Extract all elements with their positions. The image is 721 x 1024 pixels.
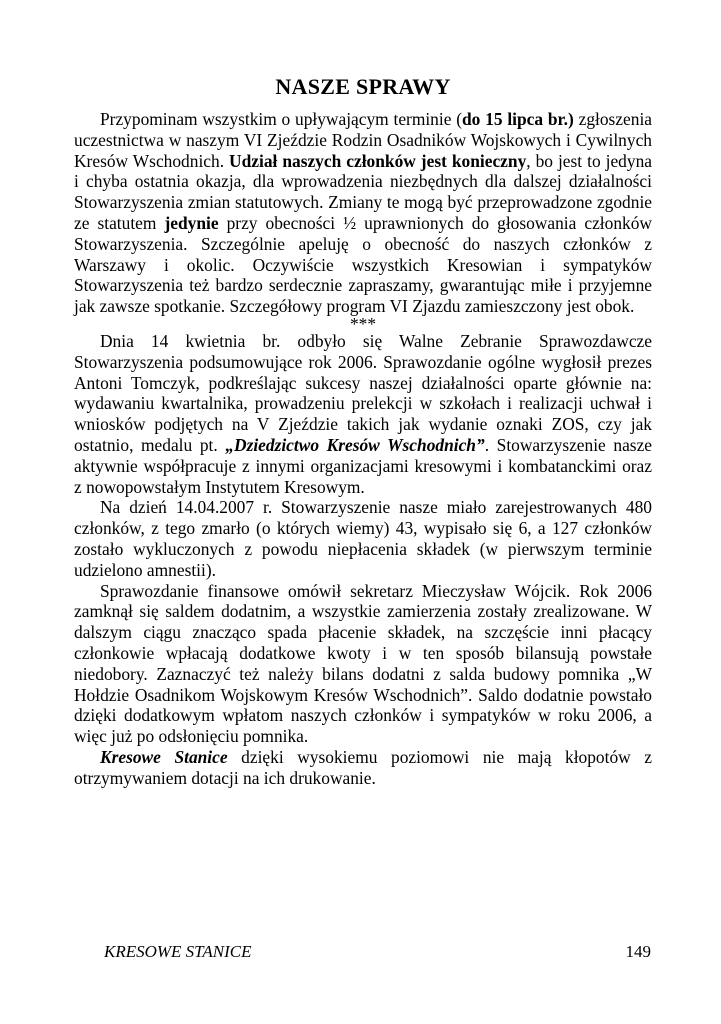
footer-page-number: 149 xyxy=(625,942,651,961)
text-segment: „Dziedzictwo Kresów Wschodnich” xyxy=(225,434,485,455)
text-segment: Sprawozdanie finansowe omówił sekretarz Mieczysław Wójcik. Rok 2006 zamknął się saldem dodatnim, a wszystkie zamierzenia zostały zrealizowane. W dalszym ciągu znacząco spada płacenie składek, na szczęście inni płacący członkowie wpłacają dodatkowe kwoty i w ten sposób bilansują powstałe niedobory. Zaznaczyć też należy bilans dodatni z salda budowy pomnika „W Hołdzie Osadnikom Wojskowym Kresów Wschodnich”. Saldo dodatnie powstało dzięki dodatkowym wpłatom naszych członków i sympatyków w roku 2006, a więc już po odsłonięciu pomnika. xyxy=(74,580,652,747)
section-separator: *** xyxy=(349,313,377,334)
text-segment: jedynie xyxy=(164,212,219,233)
page-title: NASZE SPRAWY xyxy=(275,74,451,99)
text-segment: przy obecności ½ uprawnionych do głosowania członków Stowarzyszenia. Szczególnie apeluję o obecność do naszych członków z Warszawy i okolic. Oczywiście wszystkich Kresowian i sympatyków Stowarzyszenia też bardzo serdecznie zapraszamy, gwarantując miłe i przyjemne jak zawsze spotkanie. Szczegółowy program VI Zjazdu zamieszczony jest obok. xyxy=(74,212,652,317)
text-segment: Udział naszych członków jest konieczny xyxy=(229,150,527,171)
text-segment: zgłoszenia uczestnictwa w naszym VI Zjeździe Rodzin Osadników Wojskowych i Cywilnych Kresów Wschodnich. xyxy=(74,109,652,171)
article-body xyxy=(74,109,652,789)
text-segment: dzięki wysokiemu poziomowi nie mają kłopotów z otrzymywaniem dotacji na ich drukowanie. xyxy=(74,746,652,788)
text-segment: Na dzień 14.04.2007 r. Stowarzyszenie nasze miało zarejestrowanych 480 członków, z tego zmarło (o których wiemy) 43, wypisało się 6, a 127 członków zostało wykluczonych z powodu niepłacenia składek (w pierwszym terminie udzielono amnestii). xyxy=(74,497,652,580)
paragraph-p1 xyxy=(74,109,652,317)
text-segment: do 15 lipca br.) xyxy=(462,109,574,129)
paragraph-p5 xyxy=(74,747,652,789)
paragraph-p4 xyxy=(74,581,652,747)
footer-publication-name: KRESOWE STANICE xyxy=(104,942,252,961)
text-segment: , bo jest to jedyna i chyba ostatnia okazja, dla wprowadzenia niezbędnych dla dalszej działalności Stowarzyszenia zmian statutowych. Zmiany te mogą być przeprowadzone zgodnie ze statutem xyxy=(74,150,652,233)
text-segment: . Stowarzyszenie nasze aktywnie współpracuje z innymi organizacjami kresowymi i kombatanckimi oraz z nowopowstałym Instytutem Kresowym. xyxy=(74,434,653,497)
text-segment: Przypominam wszystkim o upływającym terminie ( xyxy=(100,109,463,129)
paragraph-p2 xyxy=(74,331,652,497)
text-segment: Kresowe Stanice xyxy=(100,746,228,767)
text-segment: Dnia 14 kwietnia br. odbyło się Walne Zebranie Sprawozdawcze Stowarzyszenia podsumowujące rok 2006. Sprawozdanie ogólne wygłosił prezes Antoni Tomczyk, podkreślając sukcesy naszej działalności oparte głównie na: wydawaniu kwartalnika, prowadzeniu prelekcji w szkołach i realizacji uchwał i wniosków podjętych na V Zjeździe takich jak wydanie oznaki ZOS, czy jak ostatnio, medalu pt. xyxy=(74,330,652,455)
paragraph-p3 xyxy=(74,497,652,580)
